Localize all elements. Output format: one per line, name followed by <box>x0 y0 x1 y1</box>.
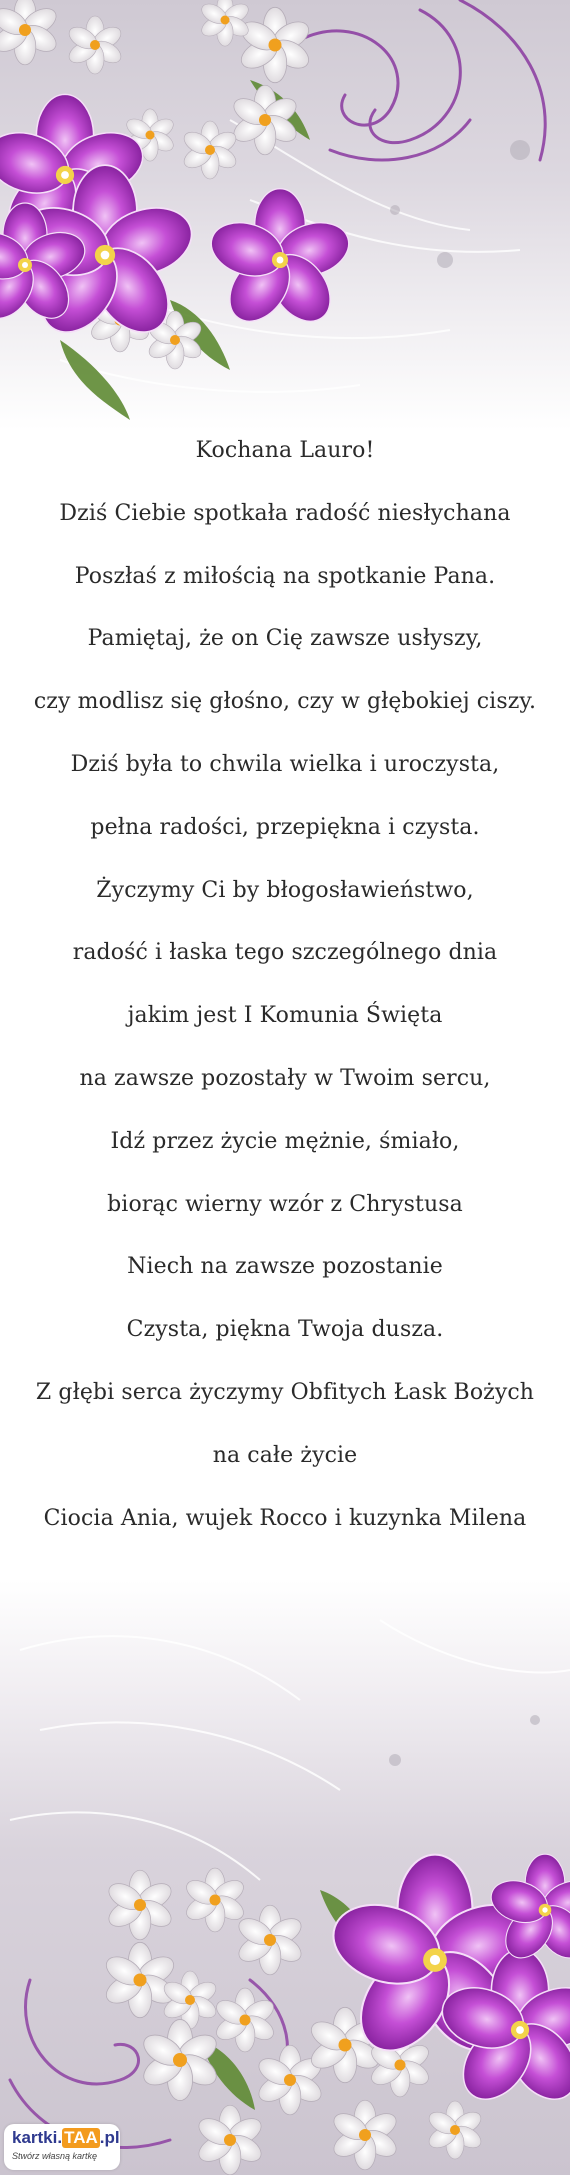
site-logo[interactable] <box>4 2124 120 2170</box>
verse-line: Czysta, piękna Twoja dusza. <box>126 1317 444 1343</box>
verse-line: Życzymy Ci by błogosławieństwo, <box>96 877 474 903</box>
verse-line: radość i łaska tego szczególnego dnia <box>72 940 498 966</box>
logo-badge: TAA <box>64 2128 98 2147</box>
verse-line: Dziś była to chwila wielka i uroczysta, <box>70 751 500 777</box>
verse-line: Kochana Lauro! <box>195 438 375 463</box>
logo-text: kartki. TAA .pl <box>12 2128 120 2147</box>
floral-decoration-top <box>0 0 570 430</box>
verse-line: jakim jest I Komunia Święta <box>127 1003 443 1029</box>
verse-line: na całe życie <box>212 1442 358 1468</box>
verse-line: Idź przez życie mężnie, śmiało, <box>110 1128 460 1154</box>
verse-line: Poszłaś z miłością na spotkanie Pana. <box>74 563 496 589</box>
verse-line: Z głębi serca życzymy Obfitych Łask Bożych <box>35 1379 535 1405</box>
greeting-text <box>0 420 570 1550</box>
verse-line: Pamiętaj, że on Cię zawsze usłyszy, <box>87 626 483 652</box>
verse-line: Niech na zawsze pozostanie <box>127 1254 443 1280</box>
verse-line: czy modlisz się głośno, czy w głębokiej ciszy. <box>33 689 537 715</box>
verse-line: biorąc wierny wzór z Chrystusa <box>107 1191 463 1217</box>
logo-tagline: Stwórz własną kartkę <box>12 2151 98 2161</box>
floral-decoration-bottom <box>0 1560 570 2175</box>
verse-line: Ciocia Ania, wujek Rocco i kuzynka Milena <box>43 1505 527 1531</box>
verse-line: Dziś Ciebie spotkała radość niesłychana <box>59 500 511 526</box>
verse-line: na zawsze pozostały w Twoim sercu, <box>79 1065 491 1091</box>
verse-line: pełna radości, przepiękna i czysta. <box>90 814 480 840</box>
